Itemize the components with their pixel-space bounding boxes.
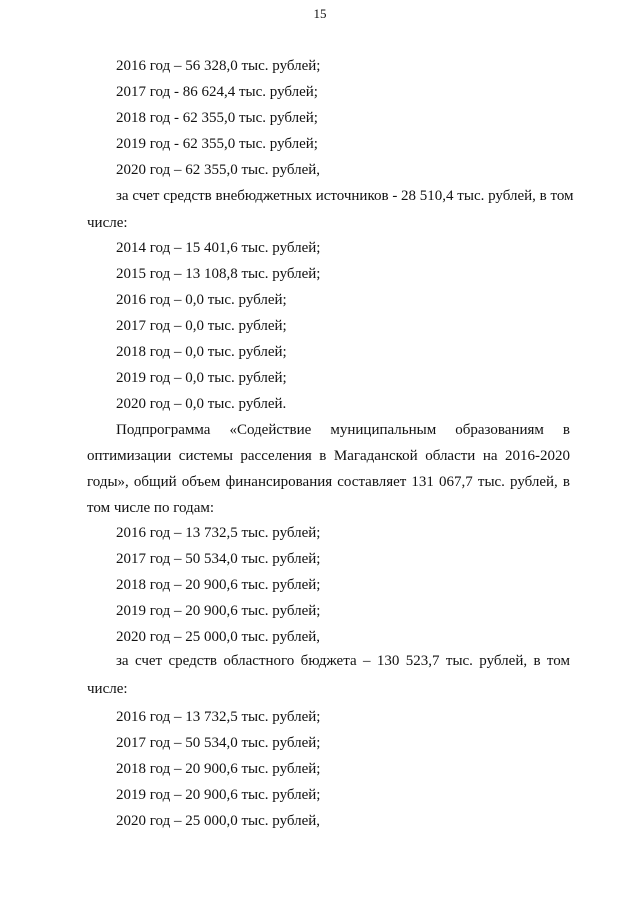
text-line: 2015 год – 13 108,8 тыс. рублей; [116,266,321,282]
paragraph-line: числе: [87,681,128,697]
paragraph-line: оптимизации системы расселения в Магаданской области на 2016-2020 [87,448,570,464]
text-line: 2019 год – 0,0 тыс. рублей; [116,370,287,386]
paragraph-line: том числе по годам: [87,500,215,516]
page-number: 15 [313,6,327,21]
text-line: 2020 год – 25 000,0 тыс. рублей, [116,813,321,829]
text-line: 2020 год – 0,0 тыс. рублей. [116,396,287,412]
text-line: 2018 год - 62 355,0 тыс. рублей; [116,110,318,126]
text-line: 2016 год – 13 732,5 тыс. рублей; [116,525,321,541]
text-line: 2017 год – 0,0 тыс. рублей; [116,318,287,334]
text-line: 2017 год – 50 534,0 тыс. рублей; [116,735,321,751]
text-line: 2020 год – 25 000,0 тыс. рублей, [116,629,321,645]
text-line: 2018 год – 0,0 тыс. рублей; [116,344,287,360]
text-line: за счет средств внебюджетных источников - 28 510,4 тыс. рублей, в том [116,188,574,204]
text-line: 2014 год – 15 401,6 тыс. рублей; [116,240,321,256]
text-line: 2018 год – 20 900,6 тыс. рублей; [116,761,321,777]
text-line: 2016 год – 13 732,5 тыс. рублей; [116,709,321,725]
text-line: 2019 год - 62 355,0 тыс. рублей; [116,136,318,152]
text-line: 2020 год – 62 355,0 тыс. рублей, [116,162,321,178]
text-line: 2016 год – 0,0 тыс. рублей; [116,292,287,308]
text-line: 2016 год – 56 328,0 тыс. рублей; [116,58,321,74]
text-line: 2019 год – 20 900,6 тыс. рублей; [116,787,321,803]
paragraph-line: за счет средств областного бюджета – 130 523,7 тыс. рублей, в том [116,653,570,669]
text-line: числе: [87,215,128,231]
text-line: 2019 год – 20 900,6 тыс. рублей; [116,603,321,619]
paragraph-line: Подпрограмма «Содействие муниципальным образованиям в [116,422,570,438]
text-line: 2017 год - 86 624,4 тыс. рублей; [116,84,318,100]
text-line: 2017 год – 50 534,0 тыс. рублей; [116,551,321,567]
paragraph-line: годы», общий объем финансирования составляет 131 067,7 тыс. рублей, в [87,474,570,490]
text-line: 2018 год – 20 900,6 тыс. рублей; [116,577,321,593]
